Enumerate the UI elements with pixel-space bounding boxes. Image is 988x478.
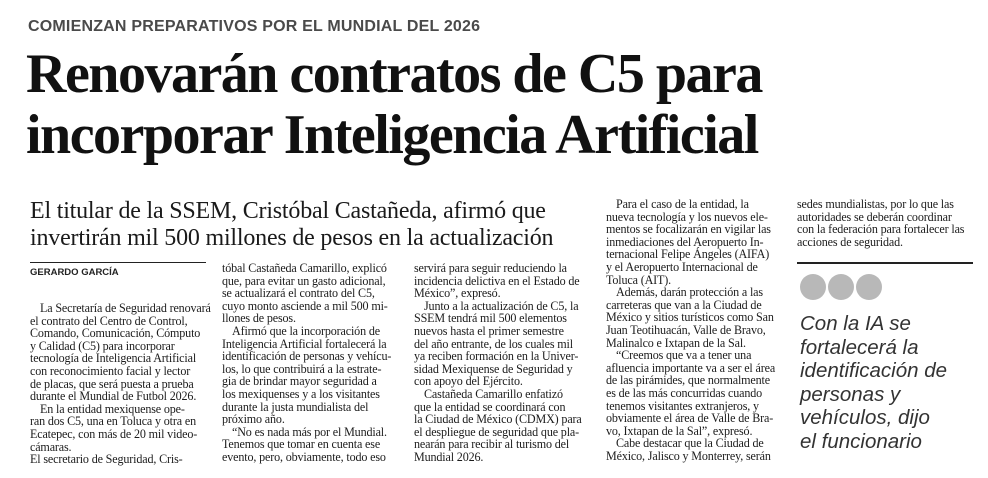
pullquote-dots-icon (800, 274, 884, 305)
headline-line: incorporar Inteligencia Artificial (26, 104, 758, 166)
body-line: Toluca (AIT). (606, 272, 672, 287)
pullquote-line: fortalecerá la (800, 335, 919, 359)
body-line: de las pirámides, que normalmente (606, 373, 770, 388)
body-line: México”, expresó. (414, 286, 501, 301)
pullquote-line: el funcionario (800, 429, 922, 453)
body-line: con reconocimiento facial y lector (30, 363, 191, 378)
body-line: Castañeda Camarillo enfatizó (424, 386, 563, 401)
body-line: Junto a la actualización de C5, la (424, 298, 579, 313)
body-line: incidencia delictiva en el Estado de (414, 273, 580, 288)
pullquote-line: personas y (800, 382, 901, 406)
body-column-5 (797, 198, 975, 248)
body-line: cuyo monto asciende a mil 500 mi- (222, 298, 388, 313)
pullquote-divider (797, 262, 973, 264)
body-line: próximo año. (222, 412, 285, 427)
body-line: y el Aeropuerto Internacional de (606, 259, 758, 274)
body-line: del año entrante, de los cuales mil (414, 336, 573, 351)
body-line: con apoyo del Ejército. (414, 374, 523, 389)
body-line: acciones de seguridad. (797, 234, 903, 249)
dot-icon (856, 274, 882, 300)
byline: GERARDO GARCÍA (30, 267, 119, 278)
body-line: con la federación para fortalecer las (797, 222, 965, 237)
body-line: La Secretaría de Seguridad renovará (40, 301, 211, 315)
body-line: El secretario de Seguridad, Cris- (30, 452, 183, 467)
body-line: tóbal Castañeda Camarillo, explicó (222, 261, 387, 275)
body-line: Inteligencia Artificial fortalecerá la (222, 336, 387, 351)
body-line: de placas, que será puesta a prueba (30, 376, 194, 391)
body-line: “No es nada más por el Mundial. (232, 424, 387, 439)
body-line: Cabe destacar que la Ciudad de (616, 436, 764, 451)
body-line: que, para evitar un gasto adicional, (222, 273, 386, 288)
body-line: evento, pero, obviamente, todo eso (222, 449, 386, 464)
body-line: “Creemos que va a tener una (616, 348, 752, 363)
body-line: es de las más concurridas cuando (606, 385, 763, 400)
body-line: vo, Ixtapan de la Sal”, expresó. (606, 423, 753, 438)
body-line: sedes mundialistas, por lo que las (797, 197, 954, 211)
body-line: y Calidad (C5) para incorporar (30, 338, 175, 353)
body-line: Afirmó que la incorporación de (232, 323, 380, 338)
pullquote-line: identificación de (800, 359, 948, 382)
body-line: obviamente el área de Valle de Bra- (606, 411, 774, 426)
body-line: Tenemos que tomar en cuenta ese (222, 437, 381, 452)
byline-divider (30, 262, 206, 263)
body-line: autoridades se deberán coordinar (797, 209, 952, 224)
body-line: México, Jalisco y Monterrey, serán (606, 448, 771, 463)
body-column-1 (30, 301, 211, 467)
deck-line: invertirán mil 500 millones de pesos en la actualización (30, 225, 554, 251)
body-line: tecnología de Inteligencia Artificial (30, 351, 197, 366)
body-line: durante el Mundial de Futbol 2026. (30, 389, 197, 404)
body-line: se actualizará el contrato del C5, (222, 286, 375, 301)
dot-icon (828, 274, 854, 300)
article-headline (26, 44, 762, 166)
body-line: Mundial 2026. (414, 449, 484, 464)
article-kicker: COMIENZAN PREPARATIVOS POR EL MUNDIAL DEL 2026 (28, 18, 481, 35)
body-line: México y sitios turísticos como San (606, 310, 774, 325)
body-line: SSEM tendrá mil 500 elementos (414, 311, 567, 326)
body-line: mentos se focalizarán en vigilar las (606, 222, 771, 237)
body-line: Para el caso de la entidad, la (616, 197, 749, 211)
body-line: gia de brindar mayor seguridad a (222, 374, 377, 389)
body-column-3 (414, 262, 592, 464)
pullquote-line: Con la IA se (800, 312, 911, 335)
body-column-2 (222, 262, 400, 464)
body-line: tenemos visitantes extranjeros, y (606, 398, 759, 413)
body-line: carreteras que van a la Ciudad de (606, 297, 762, 312)
body-line: durante la justa mundialista del (222, 399, 369, 414)
body-line: inmediaciones del Aeropuerto In- (606, 234, 764, 249)
body-line: los, lo que contribuirá a la estrate- (222, 361, 382, 376)
body-line: el despliegue de seguridad que pla- (414, 424, 580, 439)
body-line: nueva tecnología y los nuevos ele- (606, 209, 768, 224)
body-column-4 (606, 198, 784, 462)
pullquote (800, 312, 947, 453)
body-line: ternacional Felipe Ángeles (AIFA) (606, 247, 770, 262)
headline-line: Renovarán contratos de C5 para (26, 43, 762, 105)
body-line: ya reciben formación en la Univer- (414, 349, 579, 364)
deck-line: El titular de la SSEM, Cristóbal Castañeda, afirmó que (30, 198, 546, 224)
body-line: Comando, Comunicación, Cómputo (30, 326, 201, 341)
body-line: que la entidad se coordinará con (414, 399, 566, 414)
body-line: Ecatepec, con más de 20 mil video- (30, 426, 198, 441)
body-line: la Ciudad de México (CDMX) para (414, 412, 582, 427)
body-line: afluencia importante va a ser el área (606, 360, 776, 375)
body-line: ran dos C5, una en Toluca y otra en (30, 414, 196, 429)
body-line: nuevos hasta el primer semestre (414, 323, 564, 338)
body-line: servirá para seguir reduciendo la (414, 261, 567, 275)
body-line: llones de pesos. (222, 311, 296, 326)
article-deck (30, 198, 553, 252)
body-line: En la entidad mexiquense ope- (40, 401, 185, 416)
body-line: Juan Teotihuacán, Valle de Bravo, (606, 322, 766, 337)
body-line: Malinalco e Ixtapan de la Sal. (606, 335, 746, 350)
dot-icon (800, 274, 826, 300)
body-line: cámaras. (30, 439, 72, 454)
body-line: sidad Mexiquense de Seguridad y (414, 361, 573, 376)
body-line: identificación de personas y vehícu- (222, 349, 392, 364)
pullquote-line: vehículos, dijo (800, 406, 930, 429)
body-line: el contrato del Centro de Control, (30, 313, 188, 328)
body-line: Además, darán protección a las (616, 285, 763, 300)
body-line: los mexiquenses y a los visitantes (222, 386, 380, 401)
body-line: nearán para recibir al turismo del (414, 437, 570, 452)
